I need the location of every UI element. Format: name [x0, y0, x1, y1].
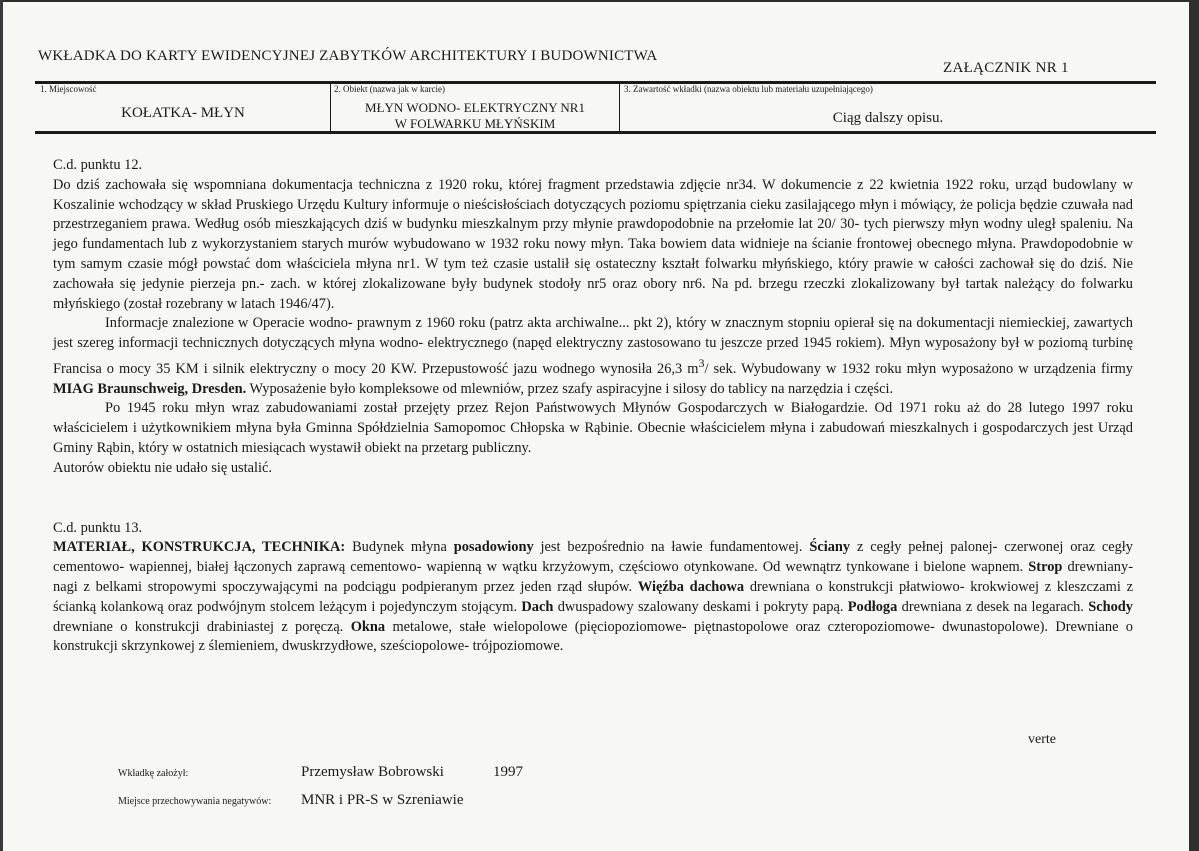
t5-text: drewniana o konstrukcji płatwiowo- krokwiowej z kleszczami z ścianką kolankową oraz podwójnym stolcem leżącym i pojedynczym stojącym. [53, 578, 1133, 615]
object-value-line2: W FOLWARKU MŁYŃSKIM [394, 116, 556, 131]
scan-edge-right [1189, 0, 1199, 851]
author-name: Przemysław Bobrowski [301, 764, 444, 780]
verte-note: verte [1028, 732, 1056, 747]
section12-paragraph-3: Po 1945 roku młyn wraz zabudowaniami został przejęty przez Rejon Państwowych Młynów Gospodarczych w Białogardzie. Od 1971 roku aż do 28 lutego 1997 roku właścicielem i użytkownikiem młyna była Gminna Spółdzielnia Samopomoc Chłopska w Rąbinie. Obecnie właścicielem młyna i zabudowań mieszkalnych i gospodarczych jest Urząd Gminy Rąbin, który w ostatnich miesiącach wystawił obiekt na przetarg publiczny. [53, 400, 1133, 456]
section13-heading: C.d. punktu 13. [53, 519, 143, 536]
section12-paragraph-4: Autorów obiektu nie udało się ustalić. [53, 459, 273, 476]
materials-heading: MATERIAŁ, KONSTRUKCJA, TECHNIKA: [53, 539, 346, 556]
t4-text: drewniany- nagi z belkami stropowymi spoczywającymi na podciągu podpieranym przez jeden rząd słupów. [53, 559, 1133, 595]
contents-value: Ciąg dalszy opisu. [832, 110, 944, 126]
roof-truss-term: Więźba dachowa [637, 578, 745, 595]
author-year: 1997 [493, 764, 523, 780]
p2-text-c: Wyposażenie było kompleksowe od mlewniów, przez szafy aspiracyjne i silosy do tablicy na narzędzia i części. [246, 380, 894, 397]
object-value-line1: MŁYN WODNO- ELEKTRYCZNY NR1 [365, 100, 585, 115]
document-body [53, 156, 1133, 657]
t6-text: dwuspadowy szalowany deskami i pokryty papą. [553, 598, 848, 615]
t3-text: z cegły pełnej palonej- czerwonej oraz cegły cementowo- wapiennej, białej łączonych zaprawą cementowo- wapienną w wątku krzyżowym, częściowo otynkowane. Od wewnątrz tynkowane i bielone wapnem. [53, 539, 1133, 576]
contents-label: 3. Zawartość wkładki (nazwa obiektu lub materiału uzupełniającego) [624, 84, 873, 94]
annex-number: ZAŁĄCZNIK NR 1 [943, 60, 1069, 76]
p2-company-name: MIAG Braunschweig, Dresden. [53, 380, 247, 397]
p2-text-b: / sek. Wybudowany w 1932 roku młyn wyposażono w urządzenia firmy [704, 360, 1133, 377]
windows-term: Okna [350, 618, 386, 635]
section12-heading: C.d. punktu 12. [53, 157, 143, 173]
section13-paragraph [53, 538, 1133, 657]
object-value [331, 100, 619, 132]
storage-label: Miejsce przechowywania negatywów: [118, 796, 272, 807]
object-label: 2. Obiekt (nazwa jak w karcie) [334, 84, 445, 94]
foundation-term: posadowiony [453, 539, 534, 556]
section12-paragraph-2 [53, 314, 1133, 399]
roof-term: Dach [521, 598, 554, 615]
author-label: Wkładkę założył: [118, 768, 189, 779]
t7-text: drewniana z desek na legarach. [897, 598, 1089, 615]
stairs-term: Schody [1088, 598, 1133, 615]
section-gap [53, 479, 1133, 519]
scan-edge-left [0, 0, 3, 851]
t2-text: jest bezpośrednio na ławie fundamentowej. [533, 539, 810, 556]
storage-location: MNR i PR-S w Szreniawie [301, 792, 464, 808]
document-title: WKŁADKA DO KARTY EWIDENCYJNEJ ZABYTKÓW ARCHITEKTURY I BUDOWNICTWA [38, 48, 658, 64]
p2-text-a: Informacje znalezione w Operacie wodno- prawnym z 1960 roku (patrz akta archiwalne... pkt 2), który w znacznym stopniu opierał się na dokumentacji niemieckiej, zawartych jest szereg informacji technicznych dotyczących młyna wodno- elektrycznego (napęd elektryczny zastosowano tu jeszcze przed 1945 rokiem). Młyn wyposażony był w poziomą turbinę Francisa o mocy 35 KM i silnik elektryczny o mocy 20 KW. Przepustowość jazu wodnego wynosiła 26,3 m [53, 315, 1133, 377]
walls-term: Ściany [809, 539, 851, 556]
t9-text: metalowe, stałe wielopolowe (pięciopoziomowe- piętnastopolowe oraz czteropoziomowe- dwunastopolowe). Drewniane o konstrukcji skrzynkowej z ślemieniem, dwuskrzydłowe, sześciopolowe- trójpoziomowe. [53, 618, 1133, 655]
section12-paragraph-1: Do dziś zachowała się wspomniana dokumentacja techniczna z 1920 roku, której fragment przedstawia zdjęcie nr34. W dokumencie z 22 kwietnia 1922 roku, urząd budowlany w Koszalinie wchodzący w skład Pruskiego Urzędu Kultury informuje o nieścisłościach dotyczących poziomu spiętrzania cieku zasilającego młyn i mówiący, że policja będzie czuwała nad przestrzeganiem prawa. Według osób mieszkających dziś w budynku mieszkalnym przy młynie prawdopodobnie na przełomie lat 20/ 30- tych pierwszy młyn wodny uległ spaleniu. Na jego fundamentach lub z wykorzystaniem starych murów wybudowano w 1932 roku nowy młyn. Taka bowiem data widnieje na ścianie frontowej obecnego młyna. Prawdopodobnie w tym samym czasie mógł powstać dom właściciela młyna nr1. W tym też czasie ustalił się ostateczny kształt folwarku młyńskiego, który prawie w całości zachował się do dziś. Nie zachowała się jedynie pierzeja pn.- zach. w której zlokalizowane były budynek stodoły nr5 oraz obory nr6. Na pd. brzegu rzeczki zlokalizowany był tartak należący do folwarku młyńskiego (został rozebrany w latach 1946/47). [53, 176, 1133, 312]
ceiling-term: Strop [1028, 559, 1063, 576]
locality-value: KOŁATKA- MŁYN [121, 105, 245, 121]
t1-text: Budynek młyna [345, 539, 454, 556]
p2-superscript: 3 [698, 355, 705, 370]
locality-label: 1. Miejscowość [40, 84, 97, 94]
header-rule-top [35, 81, 1156, 84]
t8-text: drewniane o konstrukcji drabiniastej z poręczą. [53, 618, 351, 635]
scan-edge-top [0, 0, 1199, 2]
floor-term: Podłoga [847, 598, 898, 615]
